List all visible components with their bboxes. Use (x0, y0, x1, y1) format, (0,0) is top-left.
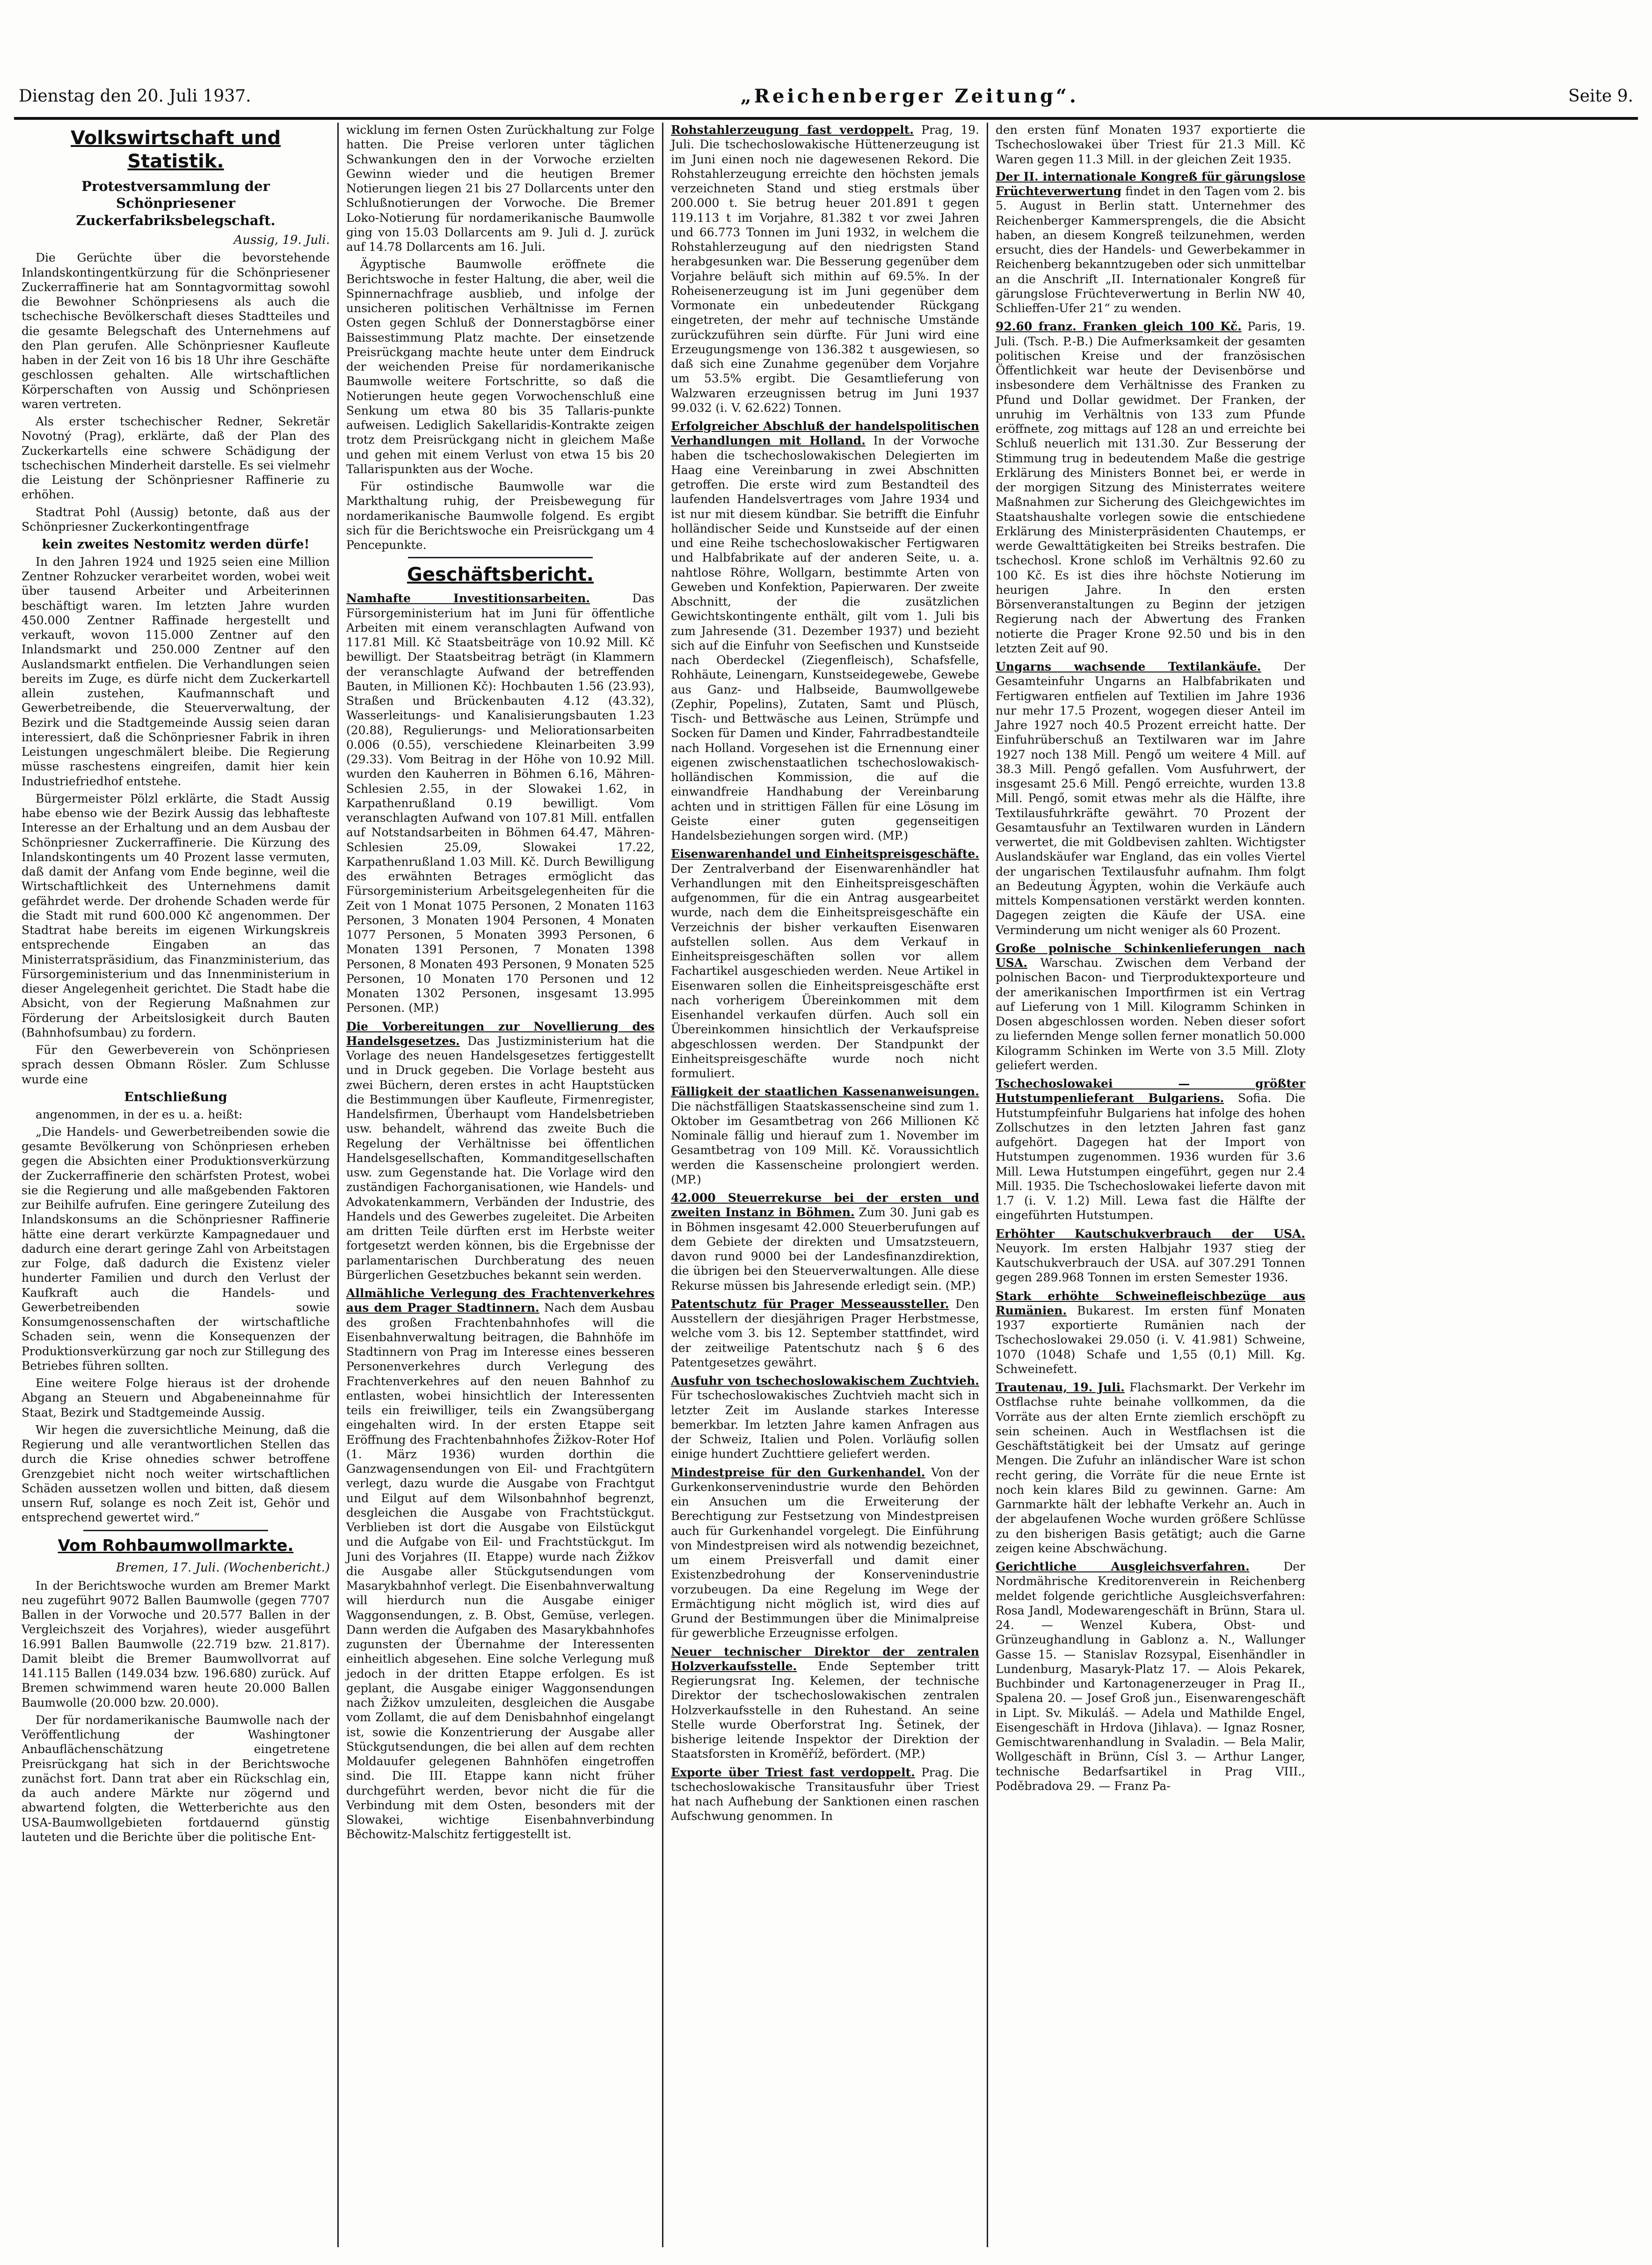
paragraph: In den Jahren 1924 und 1925 seien eine Million Zentner Rohzucker verarbeitet worden, wobei weit über tausend Arbeiter und Arbeiterinnen beschäftigt waren. Im letzten Jahre wurden 450.000 Zentner Raffinade hergestellt und verkauft, wovon 115.000 Zentner auf den Inlandsmarkt und 250.000 Zentner auf den Auslandsmarkt entfielen. Die Verhandlungen seien bereits im Zuge, es dürfe nicht dem Zuckerkartell allein zustehen, Kaufmannschaft und Gewerbetreibende, die Steuerverwaltung, der Bezirk und die Stadtgemeinde Aussig seien daran interessiert, daß die Schönpriesner Fabrik in ihren Leistungen ungeschmälert bleibe. Die Regierung müsse raschestens eingreifen, damit hier kein Industriefriedhof entstehe. (22, 555, 330, 788)
item-body: Von der Gurkenkonservenindustrie wurde den Behörden ein Ansuchen um die Erweiterung der Berechtigung zur Festsetzung von Mindestpreisen auch für Gurkenhandel vorgelegt. Die Einführung von Mindestpreisen wird als notwendig bezeichnet, um einem Preisverfall und damit einer Existenzbedrohung der Konservenindustrie vorzubeugen. Da eine Regelung im Wege der Ermächtigung nicht möglich ist, wird dies auf Grund der Bestimmungen über die Minimalpreise für gewerbliche Erzeugnisse erfolgen. (671, 1465, 980, 1640)
paragraph: Als erster tschechischer Redner, Sekretär Novotný (Prag), erklärte, daß der Plan des Zuckerkartells eine schwere Schädigung der tschechischen Minderheit darstelle. Es sei vielmehr die Leistung der Schönpriesner Raffinerie zu erhöhen. (22, 415, 330, 502)
newspaper-title: „Reichenberger Zeitung“. (740, 85, 1079, 107)
item-title: Exporte über Triest fast verdoppelt. (671, 1765, 915, 1779)
item-title: Der II. internationale Kongreß für gärungslose Früchteverwertung (996, 169, 1305, 198)
column-3 (663, 123, 988, 2247)
dateline: Aussig, 19. Juli. (233, 233, 330, 247)
item-body: findet in den Tagen vom 2. bis 5. August in Berlin statt. Unternehmer des Reichenberger Kammersprengels, die die Absicht haben, an diesem Kongreß teilzunehmen, werden ersucht, dies der Handels- und Gewerbekammer in Reichenberg bekanntzugeben oder sich unmittelbar an die Anschrift „II. Internationaler Kongreß für gärungslose Früchteverwertung in Berlin NW 40, Schlieffen-Ufer 21“ zu wenden. (996, 184, 1305, 315)
item-body: Die nächstfälligen Staatskassenscheine sind zum 1. Oktober im Gesamtbetrag von 266 Millionen Kč Nominale fällig und hierauf zum 1. November im Gesamtbetrag von 109 Mill. Kč. Voraussichtlich werden die Kassenscheine prolongiert werden. (MP.) (671, 1099, 979, 1186)
paragraph: Bürgermeister Pölzl erklärte, die Stadt Aussig habe ebenso wie der Bezirk Aussig das lebhafteste Interesse an der Erhaltung und an dem Ausbau der Schönpriesner Zuckerraffinerie. Die Kürzung des Inlandskontingents um 40 Prozent lasse vermuten, daß damit der Anfang vom Ende beginne, weil die Wirtschaftlichkeit des Unternehmens damit gefährdet werde. Der drohende Schaden werde für die Stadt mit rund 600.000 Kč angenommen. Der Stadtrat habe bereits im eigenen Wirkungskreis entsprechende Eingaben an das Ministerratspräsidium, das Finanzministerium, das Fürsorgeministerium und das Innenministerium in dieser Angelegenheit gerichtet. Die Stadt habe die Absicht, von der Regierung Maßnahmen zur Förderung der Arbeitslosigkeit durch Bauten (Bahnhofsumbau) zu fordern. (22, 791, 330, 1039)
item-title: Rohstahlerzeugung fast verdoppelt. (671, 123, 914, 137)
news-item (996, 1076, 1305, 1223)
news-item (671, 1765, 979, 1824)
news-item (671, 1297, 979, 1370)
news-item (671, 1374, 979, 1461)
news-item (346, 591, 655, 1015)
item-title: Ausfuhr von tschechoslowakischem Zuchtvieh. (671, 1374, 979, 1388)
divider (83, 1530, 268, 1531)
news-item (671, 847, 979, 1081)
paragraph: den ersten fünf Monaten 1937 exportierte die Tschechoslowakei über Triest für 21.3 Mill. Kč Waren gegen 11.3 Mill. in der gleichen Zeit 1935. (996, 123, 1305, 166)
news-item (346, 1286, 655, 1842)
item-title: Patentschutz für Prager Messeaussteller. (671, 1297, 949, 1311)
item-body: Den Ausstellern der diesjährigen Prager Herbstmesse, welche vom 3. bis 12. September stattfindet, wird der zeitweilige Patentschutz nach § 6 des Patentgesetzes gewährt. (671, 1297, 979, 1369)
item-title: Neuer technischer Direktor der zentralen Holzverkaufsstelle. (671, 1644, 979, 1673)
paragraph: Der für nordamerikanische Baumwolle nach der Veröffentlichung der Washingtoner Anbauflächenschätzung eingetretene Preisrückgang hat sich in der Berichtswoche zunächst fort. Dann trat aber ein Rückschlag ein, da auch andere Märkte nur zögernd und abwartend folgten, die Wetterberichte aus den USA-Baumwollgebieten fortdauernd günstig lauteten und die Berichte über die politische Ent- (22, 1713, 330, 1844)
news-item (671, 123, 979, 415)
news-item (671, 1191, 979, 1293)
paragraph: angenommen, in der es u. a. heißt: (36, 1107, 243, 1121)
section-title-economy: Volkswirtschaft und Statistik. (71, 127, 281, 172)
item-body: Sofia. Die Hutstumpfeinfuhr Bulgariens hat infolge des hohen Zollschutzes in den letzten Jahren fast ganz aufgehört. Dagegen hat der Import von Hutstumpen zugenommen. 1936 wurden für 3.6 Mill. Lewa Hutstumpen eingeführt, gegen nur 2.4 Mill. 1935. Die Tschechoslowakei lieferte davon mit 1.7 (i. V. 1.2) Mill. Lewa fast die Hälfte der eingeführten Hutstumpen. (996, 1091, 1305, 1222)
paragraph: In der Berichtswoche wurden am Bremer Markt neu zugeführt 9072 Ballen Baumwolle (gegen 7707 Ballen in der Vorwoche und 20.577 Ballen in der Vergleichszeit des Vorjahres), wieder ausgeführt 16.991 Ballen Baumwolle (22.719 bzw. 21.817). Damit bleibt die Bremer Baumwollvorrat auf 141.115 Ballen (149.034 bzw. 196.680) zurück. Auf Bremen schwimmend waren heute 20.000 Ballen Baumwolle (20.000 bzw. 20.000). (22, 1578, 330, 1710)
item-title: Namhafte Investitionsarbeiten. (346, 592, 590, 606)
paragraph: „Die Handels- und Gewerbetreibenden sowie die gesamte Bevölkerung von Schönpriesen erheben gegen die Absichten einer Produktionsverkürzung der Zuckerraffinerie den schärfsten Protest, wobei sie die Regierung und alle maßgebenden Faktoren zur Beihilfe aufrufen. Eine geringere Zuteilung des Inlandskonsums an die Schönpriesner Raffinerie hätte eine derart verkürzte Kampagnedauer und dadurch eine derart geringe Zahl von Arbeitstagen zur Folge, daß dadurch die Existenz vieler hunderter Familien und durch den Verlust der Kaufkraft auch die Handels- und Gewerbetreibenden sowie Konsumgenossenschaften der wirtschaftliche Schaden sein, wenn die Konsequenzen der Produktionsverkürzung gar noch zur Stillegung des Betriebes führen sollten. (22, 1125, 330, 1373)
item-title: Stark erhöhte Schweinefleischbezüge aus Rumänien. (996, 1289, 1305, 1317)
news-item (346, 1019, 655, 1283)
column-2 (339, 123, 663, 2247)
news-item (671, 419, 979, 843)
news-item (671, 1644, 979, 1761)
header-date: Dienstag den 20. Juli 1937. (19, 86, 251, 106)
paragraph: wicklung im fernen Osten Zurückhaltung zur Folge hatten. Die Preise verloren unter täglichen Schwankungen den in der Vorwoche erzielten Gewinn wieder und die heutigen Bremer Notierungen liegen 21 bis 27 Dollarcents unter den Schlußnotierungen der Vorwoche. Die Bremer Loko-Notierung für nordamerikanische Baumwolle ging von 15.03 Dollarcents am 9. Juli d. J. zurück auf 14.78 Dollarcents am 16. Juli. (346, 123, 655, 254)
dateline: Bremen, 17. Juli. (Wochenbericht.) (116, 1561, 330, 1575)
news-item (996, 1380, 1305, 1556)
columns (14, 123, 1638, 2247)
paragraph: Die Gerüchte über die bevorstehende Inlandskontingentkürzung für die Schönpriesener Zuckerraffinerie hat am Sonntagvormittag sowohl die Bewohner Schönpriesens als auch die tschechische Bevölkerschaft dieses Stadtteiles und die gesamte Belegschaft des Unternehmens auf den Plan gerufen. Alle Schönpriesner Kaufleute haben in der Zeit von 16 bis 18 Uhr ihre Geschäfte geschlossen gehalten. Alle wirtschaftlichen Körperschaften von Aussig und Schönpriesen waren vertreten. (22, 251, 330, 411)
article-headline-cotton: Vom Rohbaumwollmarkte. (58, 1536, 294, 1555)
item-body: Flachsmarkt. Der Verkehr im Ostflachse ruhte beinahe vollkommen, da die Vorräte aus der alten Ernte ziemlich erschöpft zu sein scheinen. Auch in Westflachsen ist die Geschäftstätigkeit bei der Umsatz auf geringe Mengen. Die Zufuhr an inländischer Ware ist schon recht gering, die Vorräte für die neue Ernte ist noch kein klares Bild zu gewinnen. Garne: Am Garnmarkte hält der lebhafte Verkehr an. Auch in der abgelaufenen Woche wurden größere Schlüsse zu den bisherigen Basis getätigt; auch die Garne zeigen keine Abschwächung. (996, 1381, 1305, 1555)
news-item (996, 1227, 1305, 1285)
news-item (996, 319, 1305, 656)
item-body: Der Gesamteinfuhr Ungarns an Halbfabrikaten und Fertigwaren entfielen auf Textilien im Jahre 1936 nur mehr 17.5 Prozent, wogegen dieser Anteil im Jahre 1927 noch 40.5 Prozent erreicht hatte. Der Einfuhrüberschuß an Textilwaren war im Jahre 1927 noch 138 Mill. Pengő um weitere 4 Mill. auf 38.3 Mill. Pengő gefallen. Vom Ausfuhrwert, der insgesamt 25.6 Mill. Pengő erreichte, wurden 13.8 Mill. Pengő, somit etwas mehr als die Hälfte, ihre Textilausfuhrkräfte gewährt. 70 Prozent der Gesamtausfuhr an Textilwaren wurden in Ländern verwertet, die mit Goldbevisen zahlten. Wichtigster Auslandskäufer war England, das ein volles Viertel der ungarischen Textilausfuhr aufnahm. Ihm folgt an Bedeutung Ägypten, wohin die Verkäufe auch mittels Kompensationen verstärkt werden konnten. Dagegen zeigten die Käufe der USA. eine Verminderung um nicht weniger als 60 Prozent. (996, 660, 1305, 937)
divider (408, 557, 593, 558)
column-4 (988, 123, 1313, 2247)
paragraph: Ägyptische Baumwolle eröffnete die Berichtswoche in fester Haltung, die aber, weil die Spinnernachfrage ausblieb, und infolge der unsicheren politischen Verhältnisse im Fernen Osten gegen Schluß der Donnerstagbörse einer Baissestimmung Platz machte. Der einsetzende Preisrückgang machte heute unter dem Eindruck der weichenden Preise für nordamerikanische Baumwolle weitere Fortschritte, so daß die Notierungen heute gegen Vorwochenschluß eine Senkung um etwa 80 bis 35 Tallaris-punkte aufweisen. Lediglich Sakellaridis-Kontrakte zeigen trotz dem Preisrückgang nicht in gleichem Maße und gehen mit einem Verlust von etwa 15 bis 20 Tallarispunkten aus der Woche. (346, 257, 655, 476)
column-1 (14, 123, 339, 2247)
news-item (996, 169, 1305, 316)
item-title: 42.000 Steuerrekurse bei der ersten und zweiten Instanz in Böhmen. (671, 1191, 979, 1220)
item-body: In der Vorwoche haben die tschechoslowakischen Delegierten im Haag eine Vereinbarung in zwei Abschnitten getroffen. Die erste wird zum Bestandteil des laufenden Handelsvertrages vom Jahre 1934 und ist nur mit diesem kündbar. Sie betrifft die Einfuhr holländischer Seide und Kunstseide auf der einen und eine Reihe tschechoslowakischer Fertigwaren und Halbfabrikate auf der anderen Seite, u. a. nahtlose Röhre, Wollgarn, bestimmte Arten von Geweben und Konfektion, Papierwaren. Der zweite Abschnitt, der die zusätzlichen Gewichtskontingente enthält, gilt vom 1. Juli bis zum Jahresende (31. Dezember 1937) und bezieht sich auf die Einfuhr von Seefischen und Kunstseide nach Oberdeckel (Ziegenfleisch), Schafsfelle, Rohhäute, Leinengarn, Kunstseidegewebe, Gewebe aus Ganz- und Halbseide, Baumwollgewebe (Zephir, Popelins), Zutaten, Samt und Plüsch, Tisch- und Bettwäsche aus Leinen, Strümpfe und Socken für Damen und Kinder, Fahrradbestandteile nach Holland. Vorgesehen ist die Ernennung einer eigenen zwischenstaatlichen tschechoslowakisch-holländischen Kommission, die auf die einwandfreie Handhabung der Vereinbarung achten und in strittigen Fällen für eine Lösung im Geiste einer guten gegenseitigen Handelsbeziehungen sorgen wird. (MP.) (671, 434, 979, 842)
item-title: Allmähliche Verlegung des Frachtenverkehres aus dem Prager Stadtinnern. (346, 1286, 655, 1315)
item-body: Das Fürsorgeministerium hat im Juni für öffentliche Arbeiten mit einem veranschlagten Aufwand von 117.81 Mill. Kč Staatsbeiträge von 10.92 Mill. Kč bewilligt. Der Staatsbeitrag beträgt (in Klammern der veranschlagte Aufwand der betreffenden Bauten, in Millionen Kč): Hochbauten 1.56 (23.93), Straßen und Brückenbauten 4.12 (43.32), Wasserleitungs- und Kanalisierungsbauten 1.23 (20.88), Regulierungs- und Meliorationsarbeiten 0.006 (0.55), verschiedene Kleinarbeiten 3.99 (29.33). Vom Beitrag in der Höhe von 10.92 Mill. wurden den Kauherren in Böhmen 6.16, Mähren-Schlesien 2.55, in der Slowakei 1.62, in Karpathenrußland 0.19 bewilligt. Vom veranschlagten Aufwand von 107.81 Mill. entfallen auf Notstandsarbeiten in Böhmen 64.47, Mähren-Schlesien 25.09, Slowakei 17.22, Karpathenrußland 1.03 Mill. Kč. Durch Bewilligung des erwähnten Betrages ermöglicht das Fürsorgeministerium Arbeitsgelegenheiten für die Zeit von 1 Monat 1075 Personen, 2 Monaten 1163 Personen, 3 Monaten 1904 Personen, 4 Monaten 1077 Personen, 5 Monaten 3993 Personen, 6 Monaten 1391 Personen, 7 Monaten 1398 Personen, 8 Monaten 493 Personen, 9 Monaten 525 Personen, 10 Monaten 170 Personen und 12 Monaten 1302 Personen, insgesamt 13.995 Personen. (MP.) (346, 592, 655, 1015)
section-title-business: Geschäftsbericht. (407, 564, 594, 586)
item-title: Gerichtliche Ausgleichsverfahren. (996, 1560, 1250, 1573)
item-body: Ende September tritt Regierungsrat Ing. Kelemen, der technische Direktor der tschechoslowakischen zentralen Holzverkaufsstelle in den Ruhestand. An seine Stelle wurde Oberforstrat Ing. Šetinek, der bisherige leitende Inspektor der Direktion der Staatsforsten in Kroměříž, befördert. (MP.) (671, 1659, 979, 1761)
item-title: Erfolgreicher Abschluß der handelspolitischen Verhandlungen mit Holland. (671, 419, 979, 448)
item-title: 92.60 franz. Franken gleich 100 Kč. (996, 320, 1242, 334)
header-rule (14, 117, 1638, 120)
resolution-heading: Entschließung (124, 1089, 227, 1104)
item-body: Zum 30. Juni gab es in Böhmen insgesamt 42.000 Steuerberufungen auf dem Gebiete der direkten und Umsatzsteuern, davon rund 9000 bei der Landesfinanzdirektion, die übrigen bei den Steuerverwaltungen. Alle diese Rekurse müssen bis Jahresende erledigt sein. (MP.) (671, 1206, 980, 1293)
paragraph: Eine weitere Folge hieraus ist der drohende Abgang an Steuern und Abgabeneinnahme für Staat, Bezirk und Stadtgemeinde Aussig. (22, 1376, 330, 1419)
item-title: Ungarns wachsende Textilankäufe. (996, 660, 1261, 673)
paragraph: Für den Gewerbeverein von Schönpriesen sprach dessen Obmann Rösler. Zum Schlusse wurde eine (22, 1043, 330, 1086)
news-item (996, 941, 1305, 1073)
item-body: Prag, 19. Juli. Die tschechoslowakische Hüttenerzeugung ist im Juni einen noch nie dagewesenen Rekord. Die Rohstahlerzeugung erreichte den höchsten jemals verzeichneten Stand und stieg erstmals über 200.000 t. Sie betrug heuer 201.891 t gegen 119.113 t im Vorjahre, 81.382 t vor zwei Jahren und 66.773 Tonnen im Juni 1932, in welchem die Rohstahlerzeugung auf den niedrigsten Stand herabgesunken war. Die Besserung gegenüber dem Vorjahre beläuft sich mithin auf 69.5%. In der Roheisenerzeugung ist im Juni gegenüber dem Vormonate ein unbedeutender Rückgang eingetreten, der mehr auf technische Umstände zurückzuführen sein dürfte. Für Juni wird eine Erzeugungsmenge von 136.382 t ausgewiesen, so daß sich eine Zunahme gegenüber dem Vorjahre um 53.5% ergibt. Die Gesamtlieferung von Walzwaren erzeugnissen betrug im Juni 1937 99.032 (i. V. 62.622) Tonnen. (671, 123, 979, 415)
item-body: Prag. Die tschechoslowakische Transitausfuhr über Triest hat nach Aufhebung der Sanktionen einen raschen Aufschwung genommen. In (671, 1765, 979, 1823)
item-title: Mindestpreise für den Gurkenhandel. (671, 1465, 925, 1479)
item-title: Tschechoslowakei — größter Hutstumpenlieferant Bulgariens. (996, 1077, 1305, 1105)
item-title: Fälligkeit der staatlichen Kassenanweisungen. (671, 1085, 979, 1099)
item-body: Das Justizministerium hat die Vorlage des neuen Handelsgesetzes fertiggestellt und in Druck gegeben. Die Vorlage besteht aus zwei Büchern, deren erstes in acht Hauptstücken die Bestimmungen über Kaufleute, Firmenregister, Handelsfirmen, Überhaupt vom Handelsbetrieben usw. behandelt, während das zweite Buch die Regelung der Verhältnisse bei öffentlichen Handelsgesellschaften, Kommanditgesellschaften usw. zum Gegenstande hat. Die Vorlage wird den zuständigen Fachorganisationen, wie Handels- und Advokatenkammern, Verbänden der Industrie, des Handels und des Gewerbes zugeleitet. Die Arbeiten am dritten Teile dürften erst im Herbste weiter fortgesetzt werden können, bis die Ergebnisse der parlamentarischen Durchberatung des neuen Bürgerlichen Gesetzbuches bekannt sein werden. (346, 1034, 655, 1282)
item-body: Für tschechoslowakisches Zuchtvieh macht sich in letzter Zeit im Auslande starkes Interesse bemerkbar. Im letzten Jahre kamen Anfragen aus der Schweiz, Italien und Polen. Vorläufig sollen einige hundert Zuchttiere geliefert werden. (671, 1388, 979, 1461)
item-title: Erhöhter Kautschukverbrauch der USA. (996, 1227, 1305, 1241)
news-item (671, 1084, 979, 1187)
item-body: Paris, 19. Juli. (Tsch. P.-B.) Die Aufmerksamkeit der gesamten politischen Kreise und der französischen Öffentlichkeit war heute der Devisenbörse und insbesondere dem Verhältnisse des Franken zu Pfund und Dollar gewidmet. Der Franken, der unruhig im Verhältnis von 133 zum Pfunde eröffnete, zog mittags auf 128 an und erreichte bei Schluß neuerlich mit 131.30. Zur Besserung der Stimmung trug in bedeutendem Maße die gestrige Erklärung des Ministers Bonnet bei, er werde in der morgigen Sitzung des Ministerrates weitere Maßnahmen zur Sicherung des Gleichgewichtes im Staatshaushalte vorlegen sowie die entschiedene Erklärung des Ministerpräsidenten Chautemps, er werde Gewalttätigkeiten bei Streiks bestrafen. Die tschechosl. Krone schloß im Verhältnis 92.60 zu 100 Kč. Es ist dies ihre höchste Notierung im heurigen Jahre. In den ersten Börsenveranstaltungen zu Beginn der jetzigen Regierung nach der Abwertung des Franken notierte die Prager Krone 92.50 und bis in den letzten Zeit auf 90. (996, 320, 1305, 655)
item-body: Warschau. Zwischen dem Verband der polnischen Bacon- und Tierproduktexporteure und der amerikanischen Importfirmen ist ein Vertrag auf Lieferung von 1 Mill. Kilogramm Schinken in Dosen abgeschlossen worden. Neben dieser sofort zu liefernden Menge sollen ferner monatlich 50.000 Kilogramm Schinken im Werte von 3.5 Mill. Zloty geliefert werden. (996, 956, 1305, 1072)
item-body: Der Zentralverband der Eisenwarenhändler hat Verhandlungen mit den Einheitspreisgeschäften aufgenommen, für die ein Antrag ausgearbeitet wurde, nach dem die Einheitspreisgeschäfte ein Verzeichnis der bisher verkauften Eisenwaren aufstellen sollen. Aus dem Verkauf in Einheitspreisgeschäften sollen vor allem Fachartikel ausgeschieden werden. Neue Artikel in Eisenwaren sollen die Einheitspreisgeschäfte erst nach vorherigem Übereinkommen mit dem Eisenhandel verkaufen dürfen. Auch soll ein Übereinkommen hinsichtlich der Verkaufspreise abgeschlossen werden. Der Standpunkt der Einheitspreisgeschäfte wurde noch nicht formuliert. (671, 862, 979, 1080)
paragraph: Für ostindische Baumwolle war die Markthaltung ruhig, der Preisbewegung für nordamerikanische Baumwolle folgend. Es ergibt sich für die Berichtswoche ein Preisrückgang um 4 Pencepunkte. (346, 480, 655, 552)
page-number: Seite 9. (1568, 86, 1633, 106)
paragraph: Wir hegen die zuversichtliche Meinung, daß die Regierung und alle verantwortlichen Stellen das durch die Krise ohnedies schwer betroffene Grenzgebiet nicht noch weiter wirtschaftlichen Schäden aussetzen wollen und bitten, daß diesem unsern Ruf, solange es noch Zeit ist, Gehör und entsprechend gewertet wird.“ (22, 1423, 330, 1525)
news-item (996, 1289, 1305, 1377)
page-header (19, 80, 1633, 112)
news-item (996, 1559, 1305, 1793)
item-title: Große polnische Schinkenlieferungen nach USA. (996, 941, 1305, 970)
item-title: Eisenwarenhandel und Einheitspreisgeschäfte. (671, 847, 979, 861)
callout: kein zweites Nestomitz werden dürfe! (42, 537, 310, 552)
item-body: Bukarest. Im ersten fünf Monaten 1937 exportierte Rumänien nach der Tschechoslowakei 29.050 (i. V. 41.981) Schweine, 1070 (1048) Schafe und 1,55 (0,1) Mill. Kg. Schweinefett. (996, 1303, 1305, 1376)
paragraph: Stadtrat Pohl (Aussig) betonte, daß aus der Schönpriesner Zuckerkontingentfrage (22, 505, 330, 533)
item-body: Nach dem Ausbau des großen Frachtenbahnhofes will die Eisenbahnverwaltung beitragen, die Bahnhöfe im Stadtinnern von Prag im Interesse eines besseren Personenverkehres durch Verlegung des Frachtenverkehres auf den neuen Bahnhof zu entlasten, wobei hinsichtlich der Interessenten teils ein freiwilliger, teils ein Zwangsübergang eingehalten wird. In der ersten Etappe seit Eröffnung des Frachtenbahnhofes Žižkov-Roter Hof (1. März 1936) wurden dorthin die Ganzwagensendungen von Eil- und Frachtgütern verlegt, dazu wurde die Ausgabe von Frachtgut und Eilgut auf dem Wilsonbahnhof begrenzt, desgleichen die Ausgabe von Frachtstückgut. Verblieben ist dort die Ausgabe von Eilstückgut und die Aufgabe von Eil- und Frachtstückgut. Im Juni des Vorjahres (II. Etappe) wurde nach Žižkov die Ausgabe aller Stückgutsendungen vom Masarykbahnhof verlegt. Die Eisenbahnverwaltung will hierdurch nun die Ausgabe einiger Waggonsendungen, z. B. Obst, Gemüse, verlegen. Dann werden die Aufgaben des Masarykbahnhofes zugunsten der Übernahme der Interessenten einheitlich abgesehen. Eine solche Verlegung muß jedoch in der dritten Etappe erfolgen. Es ist geplant, die Ausgabe einiger Waggonsendungen nach Žižkov umzuleiten, desgleichen die Ausgabe vom Zollamt, die auf dem Denisbahnhof eingelangt ist, sowie die Konzentrierung der Ausgabe aller Stückgutsendungen, die bei allen auf dem rechten Moldauufer gelegenen Bahnhöfen eingetroffen sind. Die III. Etappe kann nicht früher durchgeführt werden, bevor nicht die für die Verbindung mit dem Osten, besonders mit der Slowakei, wichtige Eisenbahnverbindung Běchowitz-Malschitz fertiggestellt ist. (346, 1301, 655, 1841)
article-headline: Protestversammlung der Schönpriesener Zuckerfabriksbelegschaft. (76, 178, 276, 228)
item-body: Neuyork. Im ersten Halbjahr 1937 stieg der Kautschukverbrauch der USA. auf 307.291 Tonnen gegen 289.968 Tonnen im ersten Semester 1936. (996, 1241, 1305, 1285)
item-title: Trautenau, 19. Juli. (996, 1381, 1125, 1394)
item-title: Die Vorbereitungen zur Novellierung des Handelsgesetzes. (346, 1019, 655, 1048)
item-body: Der Nordmährische Kreditorenverein in Reichenberg meldet folgende gerichtliche Ausgleichsverfahren: Rosa Jandl, Modewarengeschäft in Brünn, Stara ul. 24. — Wenzel Kubera, Obst- und Grünzeughandlung in Gablonz a. N., Wallunger Gasse 15. — Stanislav Rozsypal, Eisenhändler in Lundenburg, Masaryk-Platz 17. — Alois Pekarek, Buchbinder und Kartonagenerzeuger in Prag II., Spalena 20. — Josef Groß jun., Eisenwarengeschäft in Lipt. Sv. Mikuláš. — Adela und Mathilde Engel, Eisengeschäft in Hrdova (Jihlava). — Ignaz Rosner, Gemischtwarenhandlung in Svaladin. — Bela Malir, Wollgeschäft in Brünn, Císl 3. — Arthur Langer, technische Bedarfsartikel in Prag VIII., Poděbradova 29. — Franz Pa- (996, 1560, 1305, 1793)
news-item (671, 1465, 979, 1641)
news-item (996, 659, 1305, 937)
